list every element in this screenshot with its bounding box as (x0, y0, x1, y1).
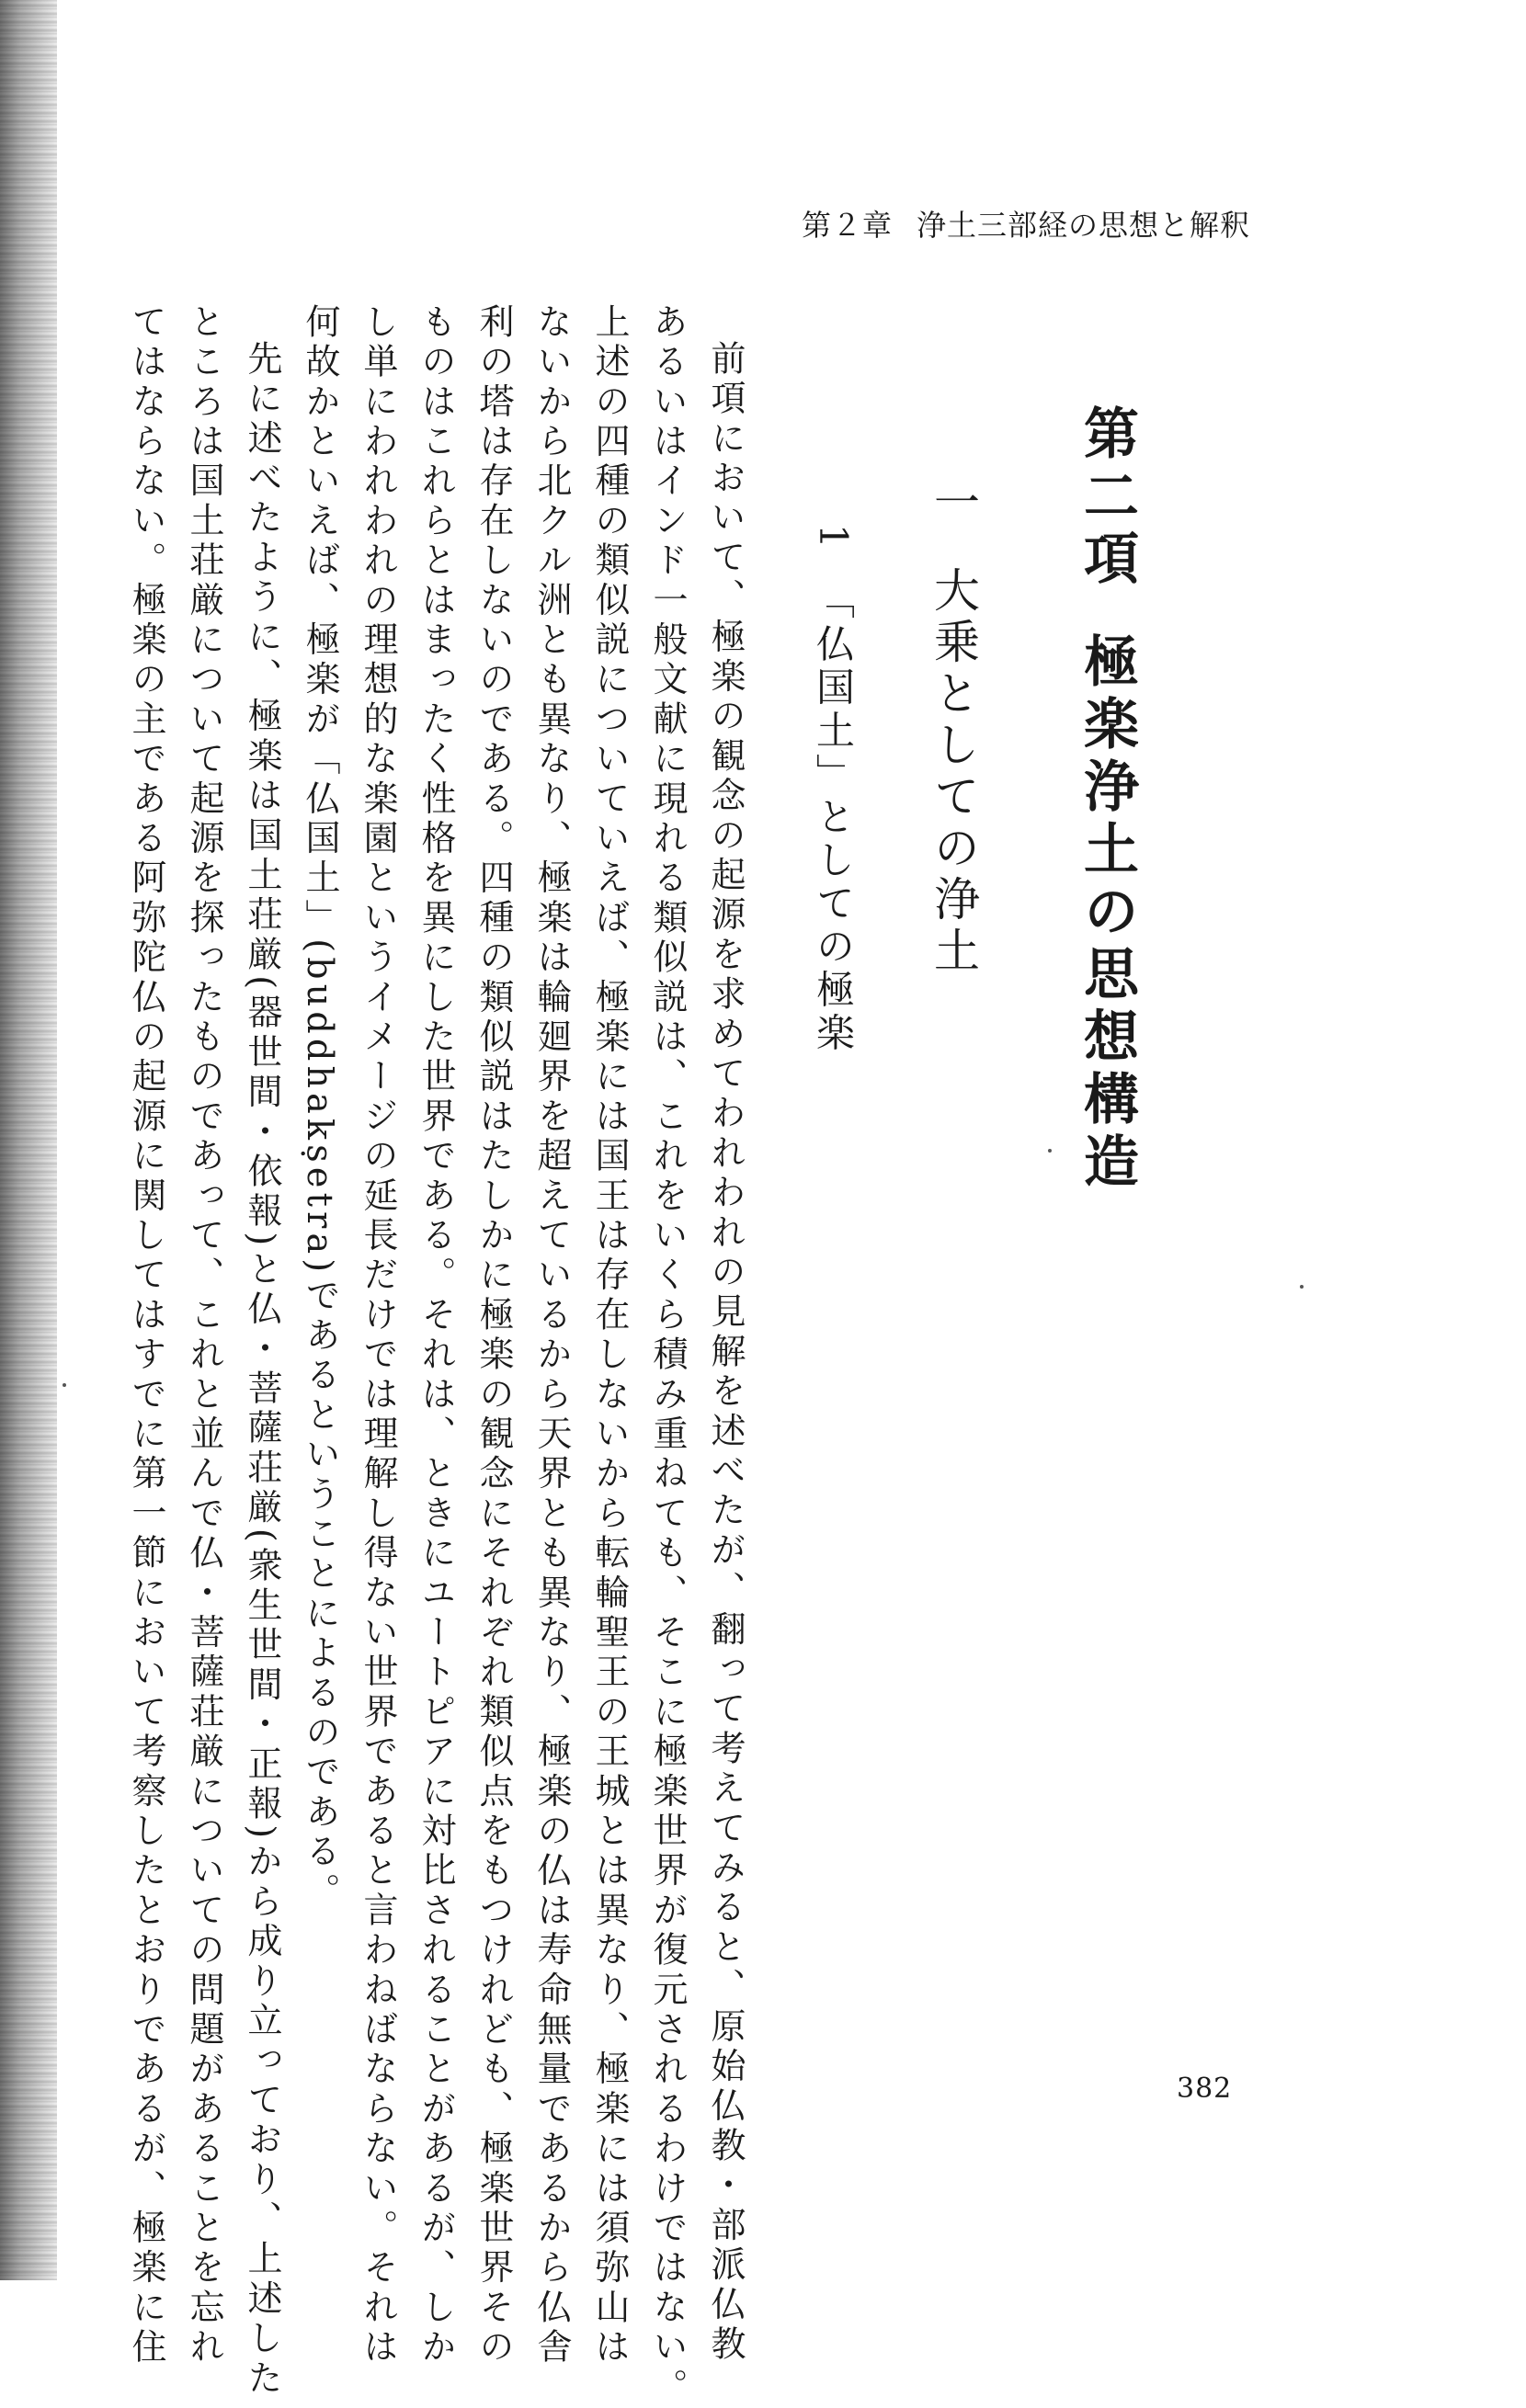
body-text (117, 303, 754, 2408)
page-number: 382 (1177, 2073, 1233, 2105)
scan-speck (1048, 1149, 1052, 1153)
body-line: ところは国土荘厳について起源を探ったものであって、これと並んで仏・菩薩荘厳についての問題があることを忘れ (184, 303, 224, 2368)
body-line: ものはこれらとはまったく性格を異にした世界である。それは、ときにユートピアに対比されることがあるが、しか (416, 303, 456, 2368)
body-line: ないから北クル洲とも異なり、極楽は輪廻界を超えているから天界とも異なり、極楽の仏は寿命無量であるから仏舎 (531, 303, 572, 2368)
scan-speck (1300, 1285, 1304, 1289)
body-line: し単にわれわれの理想的な楽園というイメージの延長だけでは理解し得ない世界であると言わねばならない。それは (358, 303, 398, 2368)
subsection-title: 大乗としての浄土 (927, 566, 980, 978)
subsubsection-title: 「仏国土」としての極楽 (811, 580, 856, 1056)
running-head-title: 浄土三部経の思想と解釈 (916, 208, 1250, 243)
subsection-heading (927, 478, 980, 978)
running-head (802, 202, 1250, 244)
body-line: 何故かといえば、極楽が「仏国土」(buddhakṣetra)であるということによるのである。 (300, 303, 340, 1913)
body-line: 先に述べたように、極楽は国土荘厳(器世間・依報)と仏・菩薩荘厳(衆生世間・正報)から成り立っており、上述した (242, 340, 282, 2400)
body-line: あるいはインド一般文献に現れる類似説は、これをいくら積み重ねても、そこに極楽世界が復元されるわけではない。 (647, 303, 688, 2408)
body-line: 前項において、極楽の観念の起源を求めてわれわれの見解を述べたが、翻って考えてみると、原始仏教・部派仏教 (705, 340, 746, 2366)
body-line: 利の塔は存在しないのである。四種の類似説はたしかに極楽の観念にそれぞれ類似点をもつけれども、極楽世界その (473, 303, 514, 2368)
body-line: 上述の四種の類似説についていえば、極楽には国王は存在しないから転輪聖王の王城とは異なり、極楽には須弥山は (589, 303, 630, 2368)
subsection-number: 一 (927, 478, 980, 529)
scan-speck (63, 1383, 66, 1387)
running-head-chapter: 第２章 (801, 208, 893, 243)
scan-binding-shadow (0, 0, 57, 2280)
section-heading (1075, 404, 1139, 1195)
body-line: てはならない。極楽の主である阿弥陀仏の起源に関してはすでに第一節において考察したとおりであるが、極楽に住 (126, 303, 166, 2368)
section-title: 極楽浄土の思想構造 (1075, 632, 1139, 1195)
section-number: 第二項 (1075, 404, 1139, 592)
subsubsection-number: 1 (811, 524, 856, 553)
subsubsection-heading (811, 524, 856, 1056)
